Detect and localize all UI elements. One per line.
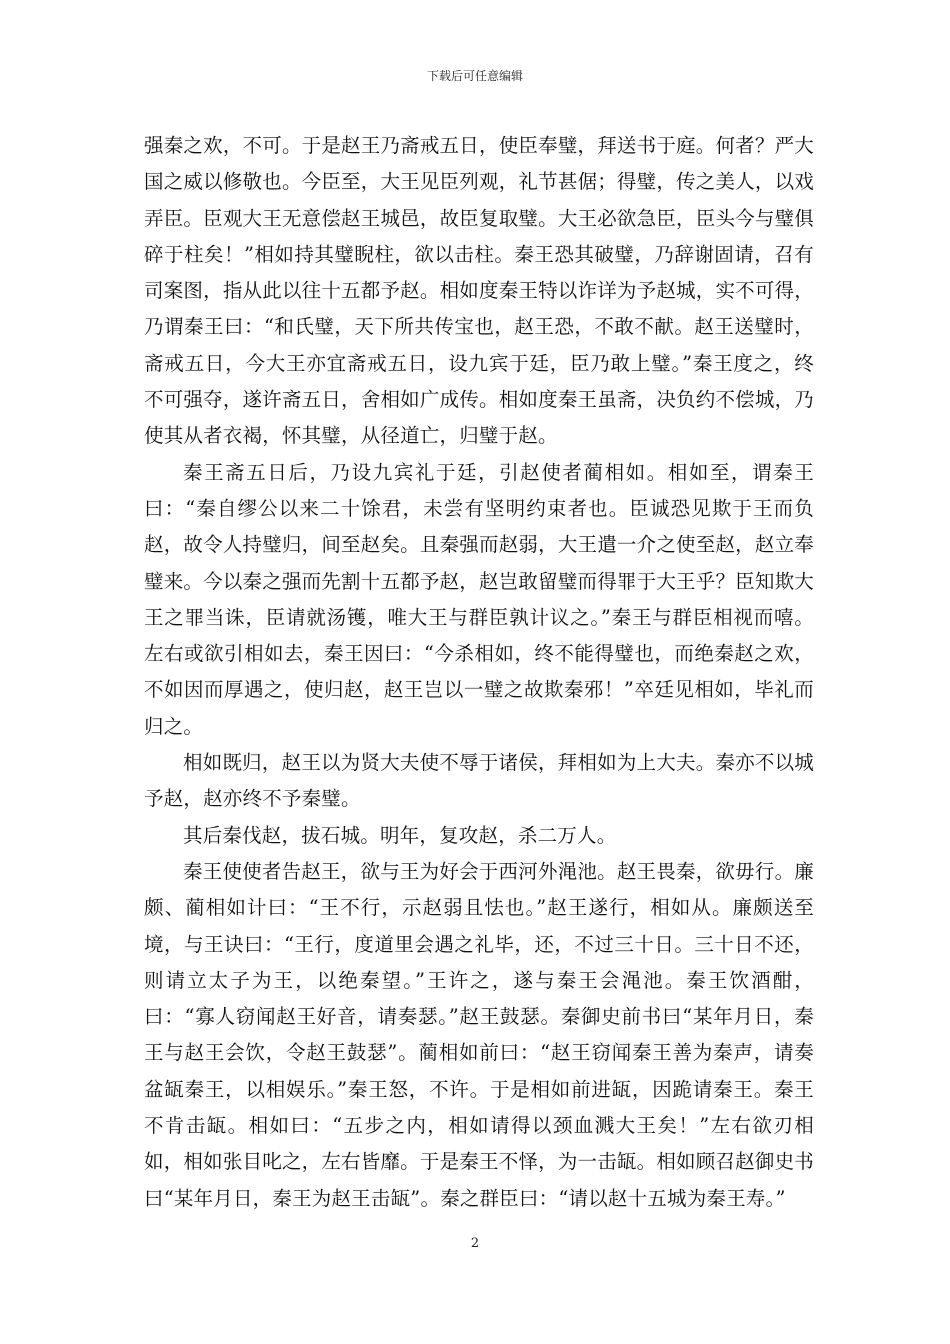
paragraph-3: 相如既归，赵王以为贤大夫使不辱于诸侯，拜相如为上大夫。秦亦不以城予赵，赵亦终不予秦璧。 — [144, 751, 814, 811]
page-number: 2 — [470, 1236, 480, 1251]
document-body — [144, 128, 814, 1217]
paragraph-1: 强秦之欢，不可。于是赵王乃斋戒五日，使臣奉璧，拜送书于庭。何者？严大国之威以修敬也。今臣至，大王见臣列观，礼节甚倨；得璧，传之美人，以戏弄臣。臣观大王无意偿赵王城邑，故臣复取璧。大王必欲急臣，臣头今与璧俱碎于柱矣！”相如持其璧睨柱，欲以击柱。秦王恐其破璧，乃辞谢固请，召有司案图，指从此以往十五都予赵。相如度秦王特以诈详为予赵城，实不可得，乃谓秦王曰：“和氏璧，天下所共传宝也，赵王恐，不敢不献。赵王送璧时，斋戒五日，今大王亦宜斋戒五日，设九宾于廷，臣乃敢上璧。”秦王度之，终不可强夺，遂许斋五日，舍相如广成传。相如度秦王虽斋，决负约不偿城，乃使其从者衣褐，怀其璧，从径道亡，归璧于赵。 — [144, 134, 814, 448]
paragraph-2: 秦王斋五日后，乃设九宾礼于廷，引赵使者蔺相如。相如至，谓秦王曰：“秦自缪公以来二十馀君，未尝有坚明约束者也。臣诚恐见欺于王而负赵，故令人持璧归，间至赵矣。且秦强而赵弱，大王遣一介之使至赵，赵立奉璧来。今以秦之强而先割十五都予赵，赵岂敢留璧而得罪于大王乎？臣知欺大王之罪当诛，臣请就汤镬，唯大王与群臣孰计议之。”秦王与群臣相视而嘻。左右或欲引相如去，秦王因曰：“今杀相如，终不能得璧也，而绝秦赵之欢，不如因而厚遇之，使归赵，赵王岂以一璧之故欺秦邪！”卒廷见相如，毕礼而归之。 — [144, 460, 814, 738]
paragraph-4: 其后秦伐赵，拔石城。明年，复攻赵，杀二万人。 — [183, 823, 617, 847]
paragraph-5: 秦王使使者告赵王，欲与王为好会于西河外渑池。赵王畏秦，欲毋行。廉颇、蔺相如计曰：“王不行，示赵弱且怯也。”赵王遂行，相如从。廉颇送至境，与王诀曰：“王行，度道里会遇之礼毕，还，不过三十日。三十日不还，则请立太子为王，以绝秦望。”王许之，遂与秦王会渑池。秦王饮酒酣，曰：“寡人窃闻赵王好音，请奏瑟。”赵王鼓瑟。秦御史前书曰“某年月日，秦王与赵王会饮，令赵王鼓瑟”。蔺相如前曰：“赵王窃闻秦王善为秦声，请奏盆缻秦王，以相娱乐。”秦王怒，不许。于是相如前进缻，因跪请秦王。秦王不肯击缻。相如曰：“五步之内，相如请得以颈血溅大王矣！”左右欲刃相如，相如张目叱之，左右皆靡。于是秦王不怿，为一击缻。相如顾召赵御史书曰“某年月日，秦王为赵王击缻”。秦之群臣曰：“请以赵十五城为秦王寿。” — [144, 859, 814, 1210]
page-header: 下载后可任意编辑 — [426, 69, 523, 83]
